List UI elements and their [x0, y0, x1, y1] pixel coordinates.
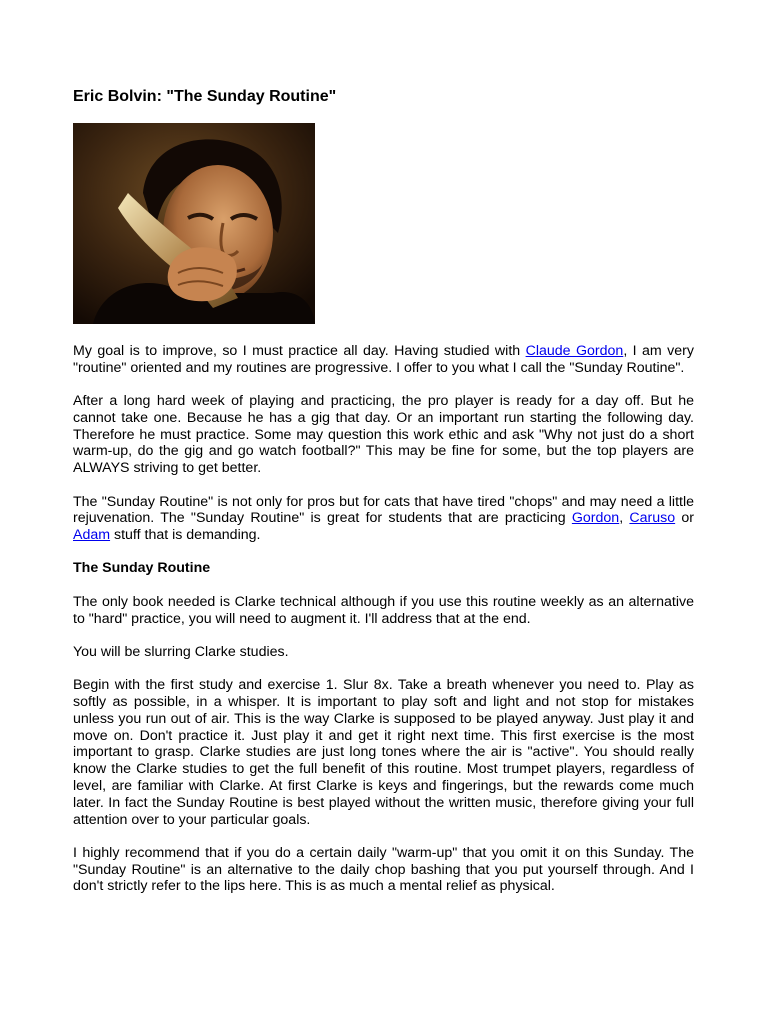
warm-up-paragraph: I highly recommend that if you do a certain daily "warm-up" that you omit it on this Sunday. The "Sunday Routine" is an alternative to the daily chop bashing that you put yourself through. And I don't strictly refer to the lips here. This is as much a mental relief as physical.: [73, 844, 694, 895]
slurring-paragraph: You will be slurring Clarke studies.: [73, 643, 289, 660]
rejuvenation-text-a: The "Sunday Routine" is not only for pros but for cats that have tired "chops" and may need a little rejuvenation. The "Sunday Routine" is great for students that are practicing: [73, 493, 694, 527]
intro-text-b: , I am very "routine" oriented and my routines are progressive. I offer to you what I call the "Sunday Routine".: [73, 343, 694, 376]
trumpet-player-photo: [73, 123, 315, 324]
gordon-link[interactable]: Gordon: [571, 510, 620, 527]
pro-player-paragraph: After a long hard week of playing and practicing, the pro player is ready for a day off. But he cannot take one. Because he has a gig that day. Or an important run starting the following day. Therefore he must practice. Some may question this work ethic and ask "Why not just do a short warm-up, do the gig and go watch football?" This may be fine for some, but the top players are ALWAYS striving to get better.: [73, 393, 694, 477]
rejuvenation-paragraph: [73, 494, 694, 544]
claude-gordon-link[interactable]: Claude Gordon: [525, 343, 624, 359]
caruso-link[interactable]: Caruso: [629, 510, 676, 527]
intro-paragraph: [73, 343, 694, 377]
page-title: Eric Bolvin: "The Sunday Routine": [73, 88, 337, 105]
separator-or: or: [675, 510, 694, 527]
separator-comma: ,: [619, 510, 630, 527]
rejuvenation-text-b: stuff that is demanding.: [110, 527, 261, 544]
document-page: [73, 87, 694, 895]
intro-text-a: My goal is to improve, so I must practice all day. Having studied with: [73, 343, 526, 359]
adam-link[interactable]: Adam: [73, 527, 111, 544]
first-study-paragraph: Begin with the first study and exercise 1. Slur 8x. Take a breath whenever you need to. Play as softly as possible, in a whisper. It is important to play soft and light and not stop for mistakes unless you run out of air. This is the way Clarke is supposed to be played anyway. Just play it and move on. Don't practice it. Just play it and get it right next time. This first exercise is the most important to grasp. Clarke studies are just long tones where the air is "active". You should really know the Clarke studies to get the full benefit of this routine. Most trumpet players, regardless of level, are familiar with Clarke. At first Clarke is keys and fingerings, but the rewards come much later. In fact the Sunday Routine is best played without the written music, therefore giving your full attention over to your particular goals.: [73, 677, 694, 828]
section-heading: The Sunday Routine: [73, 560, 211, 577]
book-paragraph: The only book needed is Clarke technical although if you use this routine weekly as an alternative to "hard" practice, you will need to augment it. I'll address that at the end.: [73, 593, 694, 627]
